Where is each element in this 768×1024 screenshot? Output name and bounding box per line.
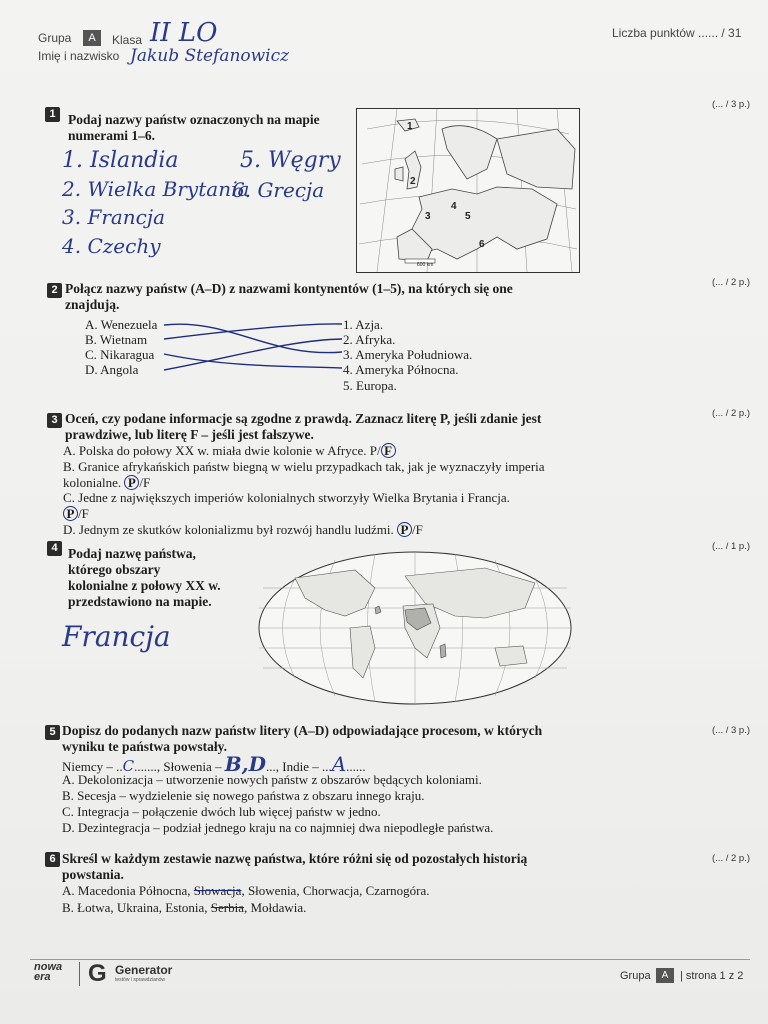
question-5-title: Dopisz do podanych nazw państw litery (A–D) odpowiadające procesom, w których wyniku te państwa powstały. [62,723,543,754]
q2-connection-lines [150,318,350,378]
group-label: Grupa [38,31,72,45]
map-label-6: 6 [479,239,485,250]
generator-title: Generator [115,963,173,977]
answer-2: 2. Wielka Brytania [62,177,250,201]
question-number: 1 [45,107,60,122]
class-label: Klasa [112,33,143,47]
q3-b-f[interactable]: F [143,475,151,490]
q3-a-p[interactable]: P [369,443,378,458]
generator-subtitle: testów i sprawdzianów [115,977,166,983]
q4-answer: Francja [62,620,171,653]
q3-a-f-circled[interactable]: F [381,443,396,458]
answer-4: 4. Czechy [62,234,161,258]
q3-b-p-circled[interactable]: P [124,475,139,490]
q5-item-d: D. Dezintegracja – podział jednego kraju na co najmniej dwa niepodległe państwa. [62,820,494,835]
generator-logo-icon: G [88,960,107,987]
question-number: 2 [47,283,62,298]
q3-d-p-circled[interactable]: P [397,522,412,537]
footer-group-badge: A [656,968,674,983]
q2-right-4: 4. Ameryka Północna. [343,362,459,377]
question-3-title: Oceń, czy podane informacje są zgodne z prawdą. Zaznacz literę P, jeśli zdanie jest prawdziwe, lub literę F – jeśli jest fałszywe. [65,411,542,442]
q6-b-struck[interactable]: Serbia [210,900,244,915]
answer-1: 1. Islandia [62,148,179,173]
q5-answer-indie[interactable]: A [331,752,347,776]
q3-item-d: D. Jednym ze skutków kolonializmu był rozwój handlu ludźmi. P /F [63,522,423,537]
q2-left-a: A. Wenezuela [85,317,158,332]
map-label-4: 4 [451,201,457,212]
name-label: Imię i nazwisko [38,49,120,63]
map-scale-label: 600 km [417,262,434,268]
question-1-title: Podaj nazwy państw oznaczonych na mapie numerami 1–6. [68,112,320,143]
q6-set-a: A. Macedonia Północna, Słowacja, Słowenia, Chorwacja, Czarnogóra. [62,883,430,898]
q2-left-d: D. Angola [85,362,139,377]
group-badge: A [83,30,101,46]
q3-c-f[interactable]: F [81,506,89,521]
world-map [255,548,575,708]
q2-right-1: 1. Azja. [343,317,384,332]
q3-c-p-circled[interactable]: P [63,506,78,521]
question-number: 3 [47,413,62,428]
line-b-1 [164,324,342,339]
q3-item-c: C. Jedne z największych imperiów kolonialnych stworzyły Wielka Brytania i Francja. P /F [63,490,510,521]
question-3-points: (... / 2 p.) [712,408,751,419]
footer-page-number: | strona 1 z 2 [680,970,744,982]
q5-item-b: B. Secesja – wydzielenie się nowego państwa z obszaru innego kraju. [62,788,425,803]
line-c-4 [164,354,342,368]
question-6-points: (... / 2 p.) [712,853,751,864]
name-value: Jakub Stefanowicz [130,46,290,66]
q5-item-c: C. Integracja – połączenie dwóch lub więcej państw w jedno. [62,804,381,819]
q6-set-b: B. Łotwa, Ukraina, Estonia, Serbia, Mołdawia. [62,900,307,915]
footer-group-label: Grupa [620,970,651,982]
q3-d-f[interactable]: F [415,522,423,537]
q3-item-a: A. Polska do połowy XX w. miała dwie kolonie w Afryce. P/ F [63,443,583,459]
answer-6: 6. Grecja [232,178,325,202]
class-value: II LO [150,18,218,48]
world-map-graphic [255,548,575,708]
map-label-1: 1 [407,121,413,132]
question-4-points: (... / 1 p.) [712,541,751,552]
question-2-points: (... / 2 p.) [712,277,751,288]
europe-map-graphic [357,109,579,272]
q2-right-3: 3. Ameryka Południowa. [343,347,473,362]
question-number: 6 [45,852,60,867]
answer-3: 3. Francja [62,205,166,229]
map-label-3: 3 [425,211,431,222]
question-6-title: Skreśl w każdym zestawie nazwę państwa, które różni się od pozostałych historią powstania. [62,851,528,882]
q2-right-2: 2. Afryka. [343,332,396,347]
q2-left-b: B. Wietnam [85,332,148,347]
q5-item-a: A. Dekolonizacja – utworzenie nowych państw z obszarów będących koloniami. [62,772,482,787]
q5-answer-slowenia[interactable]: B,D [224,752,266,776]
q6-a-struck[interactable]: Słowacja [193,883,242,898]
question-5-points: (... / 3 p.) [712,725,751,736]
question-4-title: Podaj nazwę państwa, którego obszary kolonialne z połowy XX w. przedstawiono na mapie. [68,546,221,609]
q3-item-b: B. Granice afrykańskich państw biegną w wielu przypadkach tak, jak je wyznaczyły imperia kolonialne. P /F [63,459,545,490]
points-total: Liczba punktów ...... / 31 [612,26,742,40]
q5-answer-niemcy[interactable]: C [122,757,135,775]
europe-map [356,108,580,273]
q2-left-c: C. Nikaragua [85,347,155,362]
question-number: 5 [45,725,60,740]
q5-fill-line: Niemcy – ..C......., Słowenia – B,D..., Indie – ...A...... [62,752,366,776]
question-number: 4 [47,541,62,556]
answer-5: 5. Węgry [240,148,341,173]
question-1-points: (... / 3 p.) [712,99,751,110]
footer-divider [30,959,750,960]
nowa-era-logo: nowa era [34,961,63,983]
footer-separator [79,962,80,986]
question-2-title: Połącz nazwy państw (A–D) z nazwami kontynentów (1–5), na których się one znajdują. [65,281,513,312]
map-label-5: 5 [465,211,471,222]
q2-right-5: 5. Europa. [343,378,397,393]
map-label-2: 2 [410,176,416,187]
